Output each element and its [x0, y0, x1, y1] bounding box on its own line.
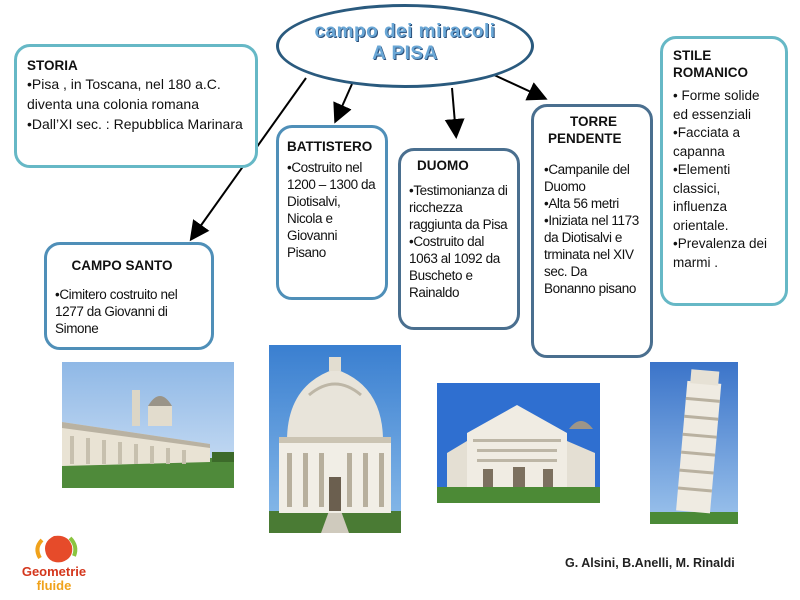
torre-photo — [650, 362, 738, 524]
torre-title-line2: PENDENTE — [548, 131, 622, 146]
logo-text-line1: Geometrie — [21, 564, 87, 579]
campo-santo-item-1: •Cimitero costruito nel 1277 da Giovanni di Simone — [55, 287, 178, 336]
storia-item-1: •Pisa , in Toscana, nel 180 a.C. diventa una colonia romana — [27, 76, 221, 112]
logo-text-line2: fluide — [36, 578, 72, 593]
storia-title: STORIA — [27, 58, 78, 73]
torre-title-line1: TORRE — [570, 114, 618, 129]
duomo-title: DUOMO — [417, 158, 469, 173]
campo-santo-title: CAMPO SANTO — [71, 258, 173, 273]
battistero-box — [276, 125, 388, 300]
arrow-to-torre — [492, 74, 544, 98]
stile-item-2: •Facciata a capanna — [673, 125, 741, 159]
stile-box — [660, 36, 788, 306]
duomo-item-2: •Costruito dal 1063 al 1092 da Buscheto e Rainaldo — [409, 234, 500, 300]
duomo-box — [398, 148, 520, 330]
camposanto-photo — [62, 362, 234, 488]
stile-title-line1: STILE — [673, 48, 712, 63]
duomo-item-1: •Testimonianza di ricchezza raggiunta da Pisa — [409, 183, 508, 232]
geometrie-fluide-logo — [14, 530, 94, 594]
torre-item-3: •Iniziata nel 1173 da Diotisalvi e trminata nel XIV sec. Da Bonanno pisano — [544, 213, 639, 296]
duomo-photo — [437, 383, 600, 503]
arrow-to-battistero — [336, 84, 352, 120]
credits: G. Alsini, B.Anelli, M. Rinaldi — [565, 556, 735, 570]
arrow-to-duomo — [452, 88, 456, 135]
battistero-item-1: •Costruito nel 1200 – 1300 da Diotisalvi, Nicola e Giovanni Pisano — [287, 160, 376, 260]
battistero-title: BATTISTERO — [287, 139, 373, 154]
central-title-line1: campo dei miracoli — [314, 21, 496, 42]
central-topic — [276, 4, 534, 88]
stile-title-line2: ROMANICO — [673, 65, 748, 80]
torre-item-1: •Campanile del Duomo — [544, 162, 630, 194]
storia-box — [14, 44, 258, 168]
stile-item-4: •Prevalenza dei marmi . — [673, 236, 768, 270]
torre-box — [531, 104, 653, 358]
battistero-photo — [269, 345, 401, 533]
stile-item-3: •Elementi classici, influenza orientale. — [673, 162, 731, 233]
torre-item-2: •Alta 56 metri — [544, 196, 619, 211]
central-title-line2: A PISA — [372, 43, 438, 64]
campo-santo-box — [44, 242, 214, 350]
storia-item-2: •Dall’XI sec. : Repubblica Marinara — [27, 116, 243, 132]
stile-item-1: • Forme solide ed essenziali — [673, 88, 760, 122]
